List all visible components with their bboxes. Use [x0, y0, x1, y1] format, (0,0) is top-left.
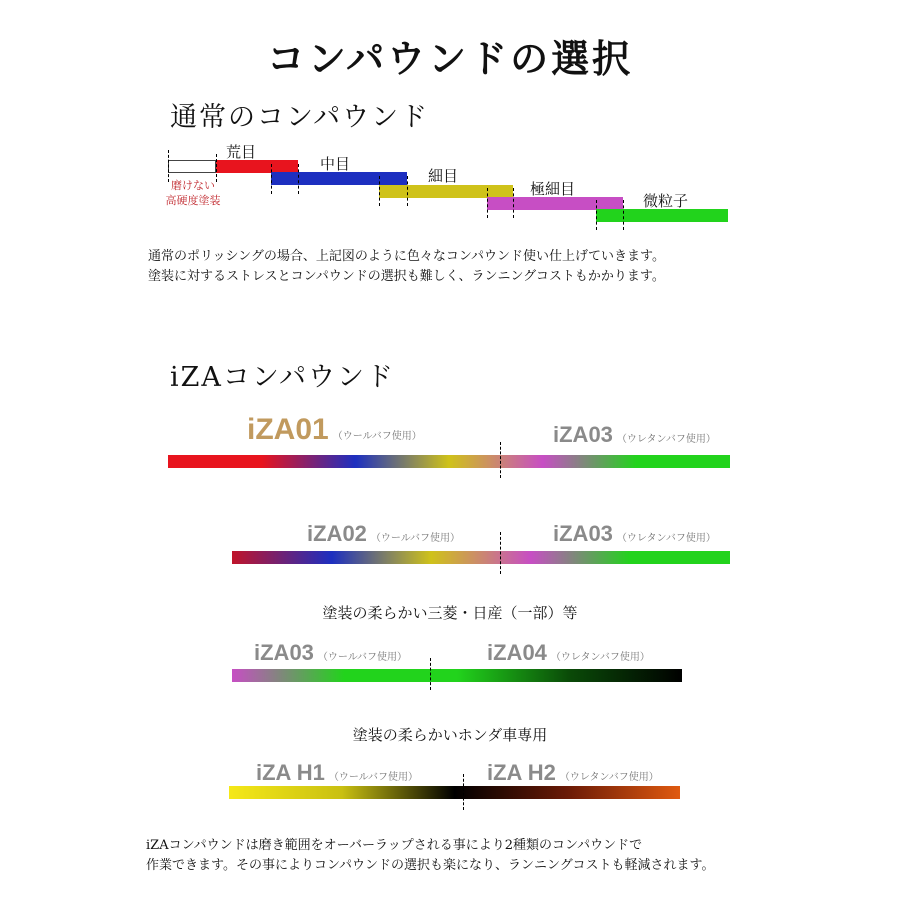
overlap-divider	[500, 442, 501, 478]
usage-note: （ウレタンバフ使用）	[616, 434, 716, 445]
product-label-iza04	[487, 640, 650, 666]
usage-note: （ウレタンバフ使用）	[616, 533, 716, 544]
description-line: 塗装に対するストレスとコンパウンドの選択も難しく、ランニングコストもかかります。	[148, 269, 665, 284]
stage-label-micro: 微粒子	[643, 192, 689, 210]
divider	[379, 176, 380, 206]
overlap-divider	[430, 658, 431, 690]
row4-caption: 塗装の柔らかいホンダ車専用	[352, 726, 548, 744]
product-label-iza-h2	[487, 760, 659, 786]
usage-note: （ウレタンバフ使用）	[550, 652, 650, 663]
divider	[513, 188, 514, 218]
gradient-bar-row2	[232, 551, 730, 564]
product-label-iza03-c	[254, 640, 407, 666]
divider	[596, 200, 597, 230]
gradient-bar-row3	[232, 669, 682, 682]
divider	[298, 164, 299, 194]
product-label-iza02	[307, 521, 460, 547]
product-label-iza03-b	[553, 521, 716, 547]
product-label-iza-h1	[256, 760, 418, 786]
stage-label-medium: 中目	[320, 155, 351, 173]
iza-description	[146, 836, 715, 876]
blank-stage-box	[168, 160, 216, 173]
product-name: iZA H2	[487, 760, 556, 785]
normal-section-heading: 通常のコンパウンド	[170, 102, 430, 133]
usage-note: （ウールバフ使用）	[332, 431, 422, 442]
overlap-divider	[500, 532, 501, 574]
usage-note: （ウレタンバフ使用）	[559, 772, 659, 783]
stage-label-fine: 細目	[428, 167, 459, 185]
product-name: iZA01	[247, 413, 329, 446]
normal-description	[148, 247, 665, 287]
product-name: iZA04	[487, 640, 547, 665]
usage-note: （ウールバフ使用）	[328, 772, 418, 783]
stage-label-extra-fine: 極細目	[530, 180, 576, 198]
blank-stage-label: 磨けない 高硬度塗装	[165, 179, 221, 207]
product-label-iza03	[553, 422, 716, 448]
description-line: 作業できます。その事によりコンパウンドの選択も楽になり、ランニングコストも軽減されます。	[146, 858, 715, 873]
stage-label-coarse: 荒目	[226, 143, 257, 161]
gradient-bar-row4	[229, 786, 680, 799]
product-name: iZA02	[307, 521, 367, 546]
description-line: 通常のポリッシングの場合、上記図のように色々なコンパウンド使い仕上げていきます。	[148, 249, 665, 264]
gradient-bar-row1	[168, 455, 730, 468]
page-title: コンパウンドの選択	[266, 36, 634, 81]
product-name: iZA03	[553, 422, 613, 447]
overlap-divider	[463, 774, 464, 810]
usage-note: （ウールバフ使用）	[370, 533, 461, 544]
description-line: iZAコンパウンドは磨き範囲をオーバーラップされる事により2種類のコンパウンドで	[146, 838, 643, 853]
row3-caption: 塗装の柔らかい三菱・日産（一部）等	[322, 604, 578, 622]
product-name: iZA03	[254, 640, 314, 665]
divider	[407, 176, 408, 206]
product-label-iza01	[247, 413, 422, 447]
divider	[487, 188, 488, 218]
product-name: iZA H1	[256, 760, 325, 785]
divider	[271, 164, 272, 194]
product-name: iZA03	[553, 521, 613, 546]
divider	[623, 200, 624, 230]
iza-section-heading: iZAコンパウンド	[170, 362, 396, 393]
usage-note: （ウールバフ使用）	[317, 652, 408, 663]
